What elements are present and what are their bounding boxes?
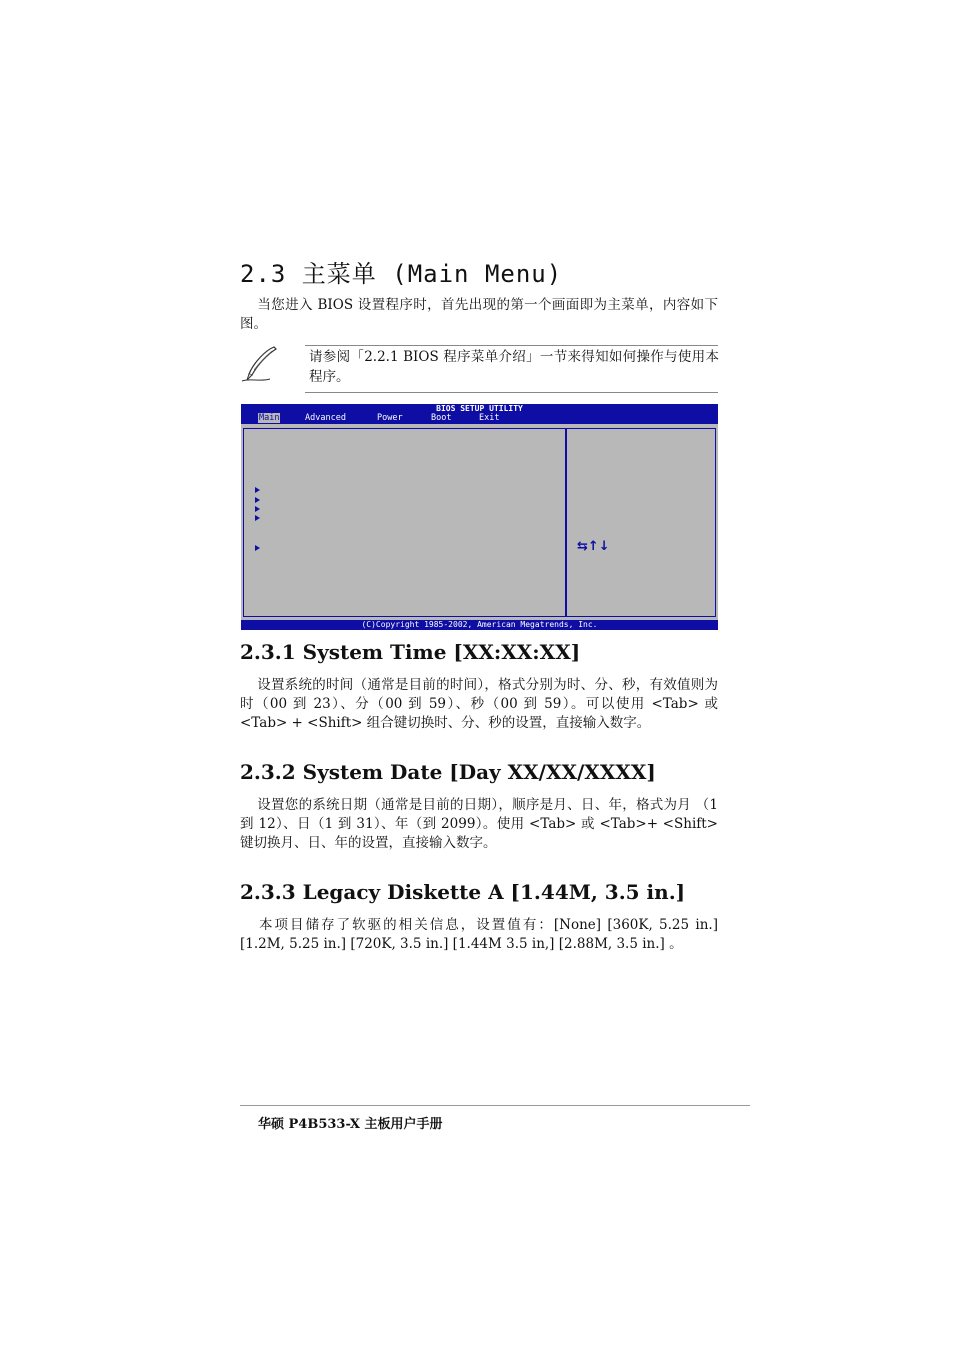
pencil-note-icon xyxy=(240,344,280,384)
section-text: 设置系统的时间（通常是目前的时间），格式分别为时、分、秒，有效值则为时（00 到 23）、分（00 到 59）、秒（00 到 59）。可以使用 <Tab> 或 <Tab> + <Shift> 组合键切换时、分、秒的设置，直接输入数字。 xyxy=(240,677,718,731)
bios-screen xyxy=(241,404,718,630)
page-footer: 华硕 P4B533-X 主板用户手册 xyxy=(258,1117,443,1132)
section-body-system-date xyxy=(240,796,718,853)
submenu-arrow-icon xyxy=(255,487,260,493)
bios-main-panel xyxy=(243,428,566,617)
bios-copyright: (C)Copyright 1985-2002, American Megatrends, Inc. xyxy=(241,620,718,630)
section-text: 设置您的系统日期（通常是目前的日期），顺序是月、日、年，格式为月 （1 到 12）、日（1 到 31）、年（到 2099）。使用 <Tab> 或 <Tab>+ <Shift> 键切换月、日、年的设置，直接输入数字。 xyxy=(240,797,718,851)
intro-paragraph xyxy=(240,296,718,334)
bios-help-panel xyxy=(566,428,716,617)
section-body-system-time xyxy=(240,676,718,733)
bios-menu-exit[interactable]: Exit xyxy=(479,413,500,423)
submenu-arrow-icon xyxy=(255,545,260,551)
note-text: 请参阅「2.2.1 BIOS 程序菜单介绍」一节来得知如何操作与使用本程序。 xyxy=(309,349,719,385)
section-body-legacy-diskette xyxy=(240,916,718,954)
section-text: 本项目储存了软驱的相关信息，设置值有：[None] [360K, 5.25 in.] [1.2M, 5.25 in.] [720K, 3.5 in.] [1.44M 3.5 in,] [2.88M, 3.5 in.] 。 xyxy=(240,917,718,952)
bios-title: BIOS SETUP UTILITY xyxy=(436,404,523,413)
bios-menu-power[interactable]: Power xyxy=(377,413,403,423)
submenu-arrow-icon xyxy=(255,497,260,503)
bios-menu-boot[interactable]: Boot xyxy=(431,413,452,423)
intro-text: 当您进入 BIOS 设置程序时，首先出现的第一个画面即为主菜单，内容如下图。 xyxy=(240,297,718,332)
submenu-arrow-icon xyxy=(255,506,260,512)
note-divider-bottom xyxy=(305,392,718,393)
bios-menu-advanced[interactable]: Advanced xyxy=(305,413,346,423)
footer-divider xyxy=(240,1105,750,1106)
section-title-system-date: 2.3.2 System Date [Day XX/XX/XXXX] xyxy=(240,760,656,784)
note-divider-top xyxy=(305,345,718,346)
bios-menu-main[interactable]: Main xyxy=(259,413,280,423)
submenu-arrow-icon xyxy=(255,515,260,521)
navigation-keys-icon: ⇆↑↓ xyxy=(577,539,610,554)
section-title-legacy-diskette: 2.3.3 Legacy Diskette A [1.44M, 3.5 in.] xyxy=(240,880,686,904)
page-title: 2.3 主菜单 (Main Menu) xyxy=(240,260,563,288)
section-title-system-time: 2.3.1 System Time [XX:XX:XX] xyxy=(240,640,581,664)
